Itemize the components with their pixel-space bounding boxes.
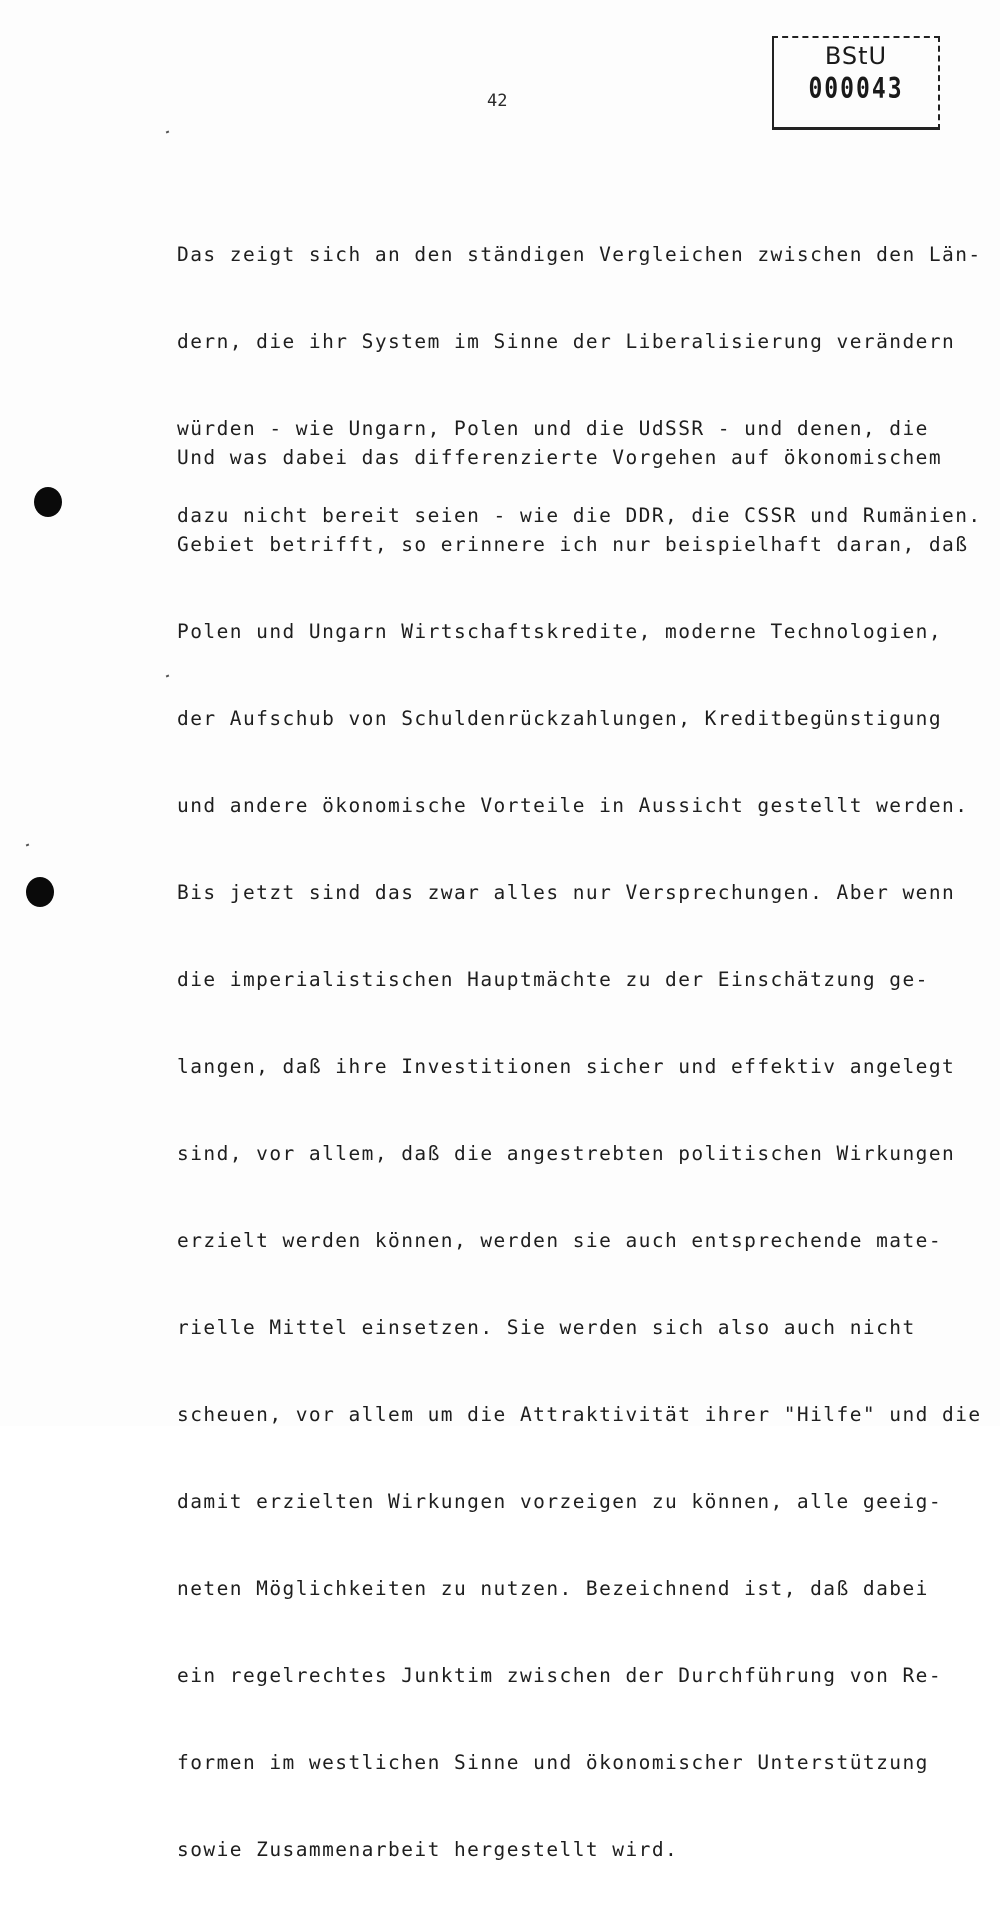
paragraph-2: [177, 391, 982, 1916]
text-line: ein regelrechtes Junktim zwischen der Durchführung von Re-: [177, 1664, 943, 1687]
text-line: sind, vor allem, daß die angestrebten politischen Wirkungen: [177, 1142, 956, 1165]
text-line: erzielt werden können, werden sie auch entsprechende mate-: [177, 1229, 943, 1252]
text-line: Polen und Ungarn Wirtschaftskredite, moderne Technologien,: [177, 620, 943, 643]
text-line: würden - wie Ungarn, Polen und die UdSSR - und denen, die: [177, 417, 929, 440]
punch-hole: [26, 877, 54, 907]
text-line: rielle Mittel einsetzen. Sie werden sich also auch nicht: [177, 1316, 916, 1339]
page-number: 42: [487, 91, 508, 111]
text-line: neten Möglichkeiten zu nutzen. Bezeichnend ist, daß dabei: [177, 1577, 929, 1600]
paper-speck: [166, 675, 170, 678]
text-line: damit erzielten Wirkungen vorzeigen zu können, alle geeig-: [177, 1490, 943, 1513]
stamp-title: BStU: [824, 42, 888, 70]
punch-hole: [34, 487, 62, 517]
text-line: dern, die ihr System im Sinne der Liberalisierung verändern: [177, 330, 956, 353]
paper-speck: [26, 844, 30, 847]
archive-stamp: [772, 36, 940, 130]
text-line: formen im westlichen Sinne und ökonomischer Unterstützung: [177, 1751, 929, 1774]
text-line: Bis jetzt sind das zwar alles nur Versprechungen. Aber wenn: [177, 881, 956, 904]
text-line: und andere ökonomische Vorteile in Aussicht gestellt werden.: [177, 794, 969, 817]
text-line: Das zeigt sich an den ständigen Vergleichen zwischen den Län-: [177, 243, 982, 266]
text-line: sowie Zusammenarbeit hergestellt wird.: [177, 1838, 679, 1861]
text-line: Gebiet betrifft, so erinnere ich nur beispielhaft daran, daß: [177, 533, 969, 556]
text-line: scheuen, vor allem um die Attraktivität ihrer "Hilfe" und die: [177, 1403, 982, 1426]
paper-speck: [166, 131, 170, 134]
stamp-number: 000043: [808, 72, 904, 106]
text-line: der Aufschub von Schuldenrückzahlungen, Kreditbegünstigung: [177, 707, 943, 730]
text-line: dazu nicht bereit seien - wie die DDR, die CSSR und Rumänien.: [177, 504, 982, 527]
text-line: die imperialistischen Hauptmächte zu der Einschätzung ge-: [177, 968, 929, 991]
text-line: Und was dabei das differenzierte Vorgehen auf ökonomischem: [177, 446, 943, 469]
text-line: langen, daß ihre Investitionen sicher und effektiv angelegt: [177, 1055, 956, 1078]
